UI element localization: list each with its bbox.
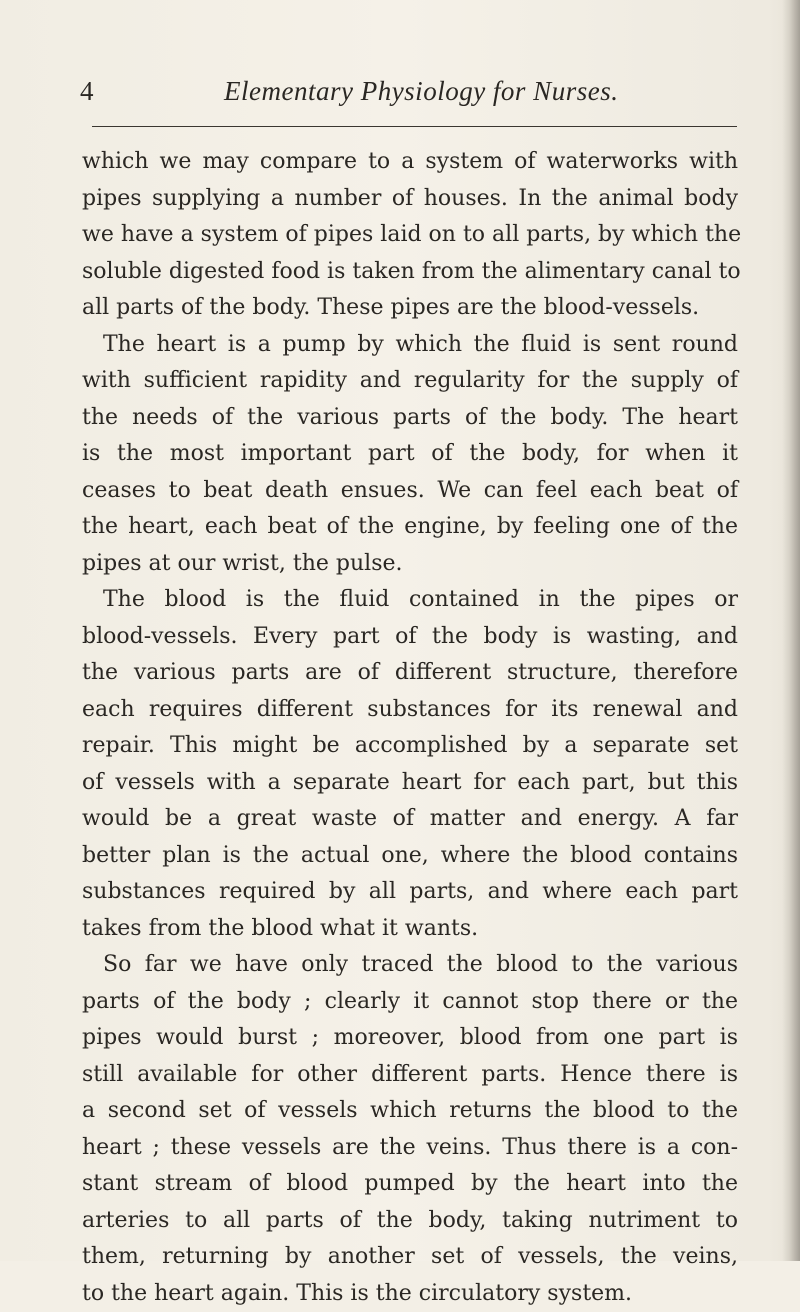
text-line: takes from the blood what it wants. [82, 911, 738, 948]
text-line: the various parts are of different structure, therefore [82, 655, 738, 692]
text-line: pipes supplying a number of houses. In the animal body [82, 181, 738, 218]
text-line: soluble digested food is taken from the alimentary canal to [82, 254, 738, 291]
page-number: 4 [80, 76, 94, 107]
text-line: the needs of the various parts of the body. The heart [82, 400, 738, 437]
paragraph-3 [82, 582, 738, 947]
text-line: would be a great waste of matter and energy. A far [82, 801, 738, 838]
text-line: we have a system of pipes laid on to all parts, by which the [82, 217, 738, 254]
text-line: a second set of vessels which returns the blood to the [82, 1093, 738, 1130]
text-line: ceases to beat death ensues. We can feel each beat of [82, 473, 738, 510]
paragraph-2 [82, 327, 738, 583]
text-line: of vessels with a separate heart for each part, but this [82, 765, 738, 802]
text-line: repair. This might be accomplished by a separate set [82, 728, 738, 765]
running-header [78, 76, 738, 116]
text-line: better plan is the actual one, where the blood contains [82, 838, 738, 875]
text-line: which we may compare to a system of waterworks with [82, 144, 738, 181]
text-line: still available for other different parts. Hence there is [82, 1057, 738, 1094]
body-text [82, 144, 738, 1312]
text-line: each requires different substances for its renewal and [82, 692, 738, 729]
page-edge-shadow [782, 0, 800, 1261]
text-line: with sufficient rapidity and regularity for the supply of [82, 363, 738, 400]
text-line: them, returning by another set of vessels, the veins, [82, 1239, 738, 1276]
text-line: the heart, each beat of the engine, by feeling one of the [82, 509, 738, 546]
text-line: arteries to all parts of the body, taking nutriment to [82, 1203, 738, 1240]
paragraph-4 [82, 947, 738, 1312]
text-line: all parts of the body. These pipes are the blood-vessels. [82, 290, 738, 327]
text-line: pipes would burst ; moreover, blood from one part is [82, 1020, 738, 1057]
text-line: substances required by all parts, and where each part [82, 874, 738, 911]
text-line: The heart is a pump by which the fluid is sent round [82, 327, 738, 364]
text-line: So far we have only traced the blood to the various [82, 947, 738, 984]
text-line: parts of the body ; clearly it cannot stop there or the [82, 984, 738, 1021]
text-line: pipes at our wrist, the pulse. [82, 546, 738, 583]
text-line: stant stream of blood pumped by the heart into the [82, 1166, 738, 1203]
text-line: to the heart again. This is the circulatory system. [82, 1276, 738, 1312]
text-line: is the most important part of the body, for when it [82, 436, 738, 473]
text-line: heart ; these vessels are the veins. Thus there is a con- [82, 1130, 738, 1167]
running-title: Elementary Physiology for Nurses. [224, 76, 618, 107]
header-rule [92, 126, 737, 127]
text-line: The blood is the fluid contained in the pipes or [82, 582, 738, 619]
paragraph-1 [82, 144, 738, 327]
text-line: blood-vessels. Every part of the body is wasting, and [82, 619, 738, 656]
